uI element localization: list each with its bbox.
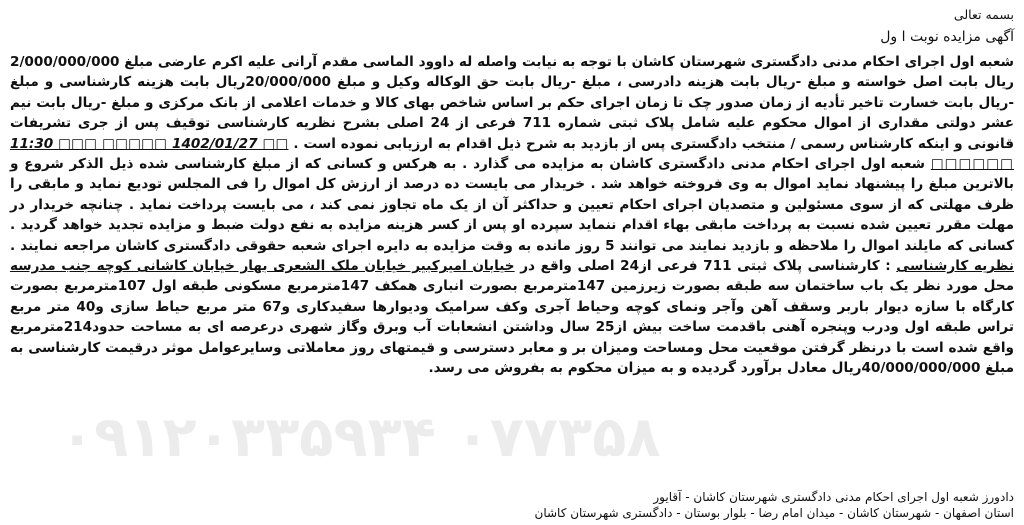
paragraph-terms: شعبه اول اجرای احکام مدنی دادگستری کاشان به مزایده می گذارد . به هرکس و کسانی که از مبلغ کارشناسی شده ذیل الذکر شروع و بالاترین مبلغ را پیشنهاد نماید اموال به وی فروخته خواهد شد . خریدار می بایست ده درصد از ارزش کل اموال را فی المجلس تودیع نماید و مابقی را ظرف مهلتی که از سوی مسئولین و متصدیان اجرای احکام تعیین و حداکثر آن از یک ماه تجاوز نمی کند ، می بایست پرداخت نماید . چنانچه خریدار در مهلت مقرر تعیین شده نسبت به پرداخت مابقی بهاء اقدام ننماید سپرده او پس از کسر هزینه مزایده به نفع دولت ضبط و مزایده تجدید خواهد گردید . کسانی که مایلند اموال را ملاحظه و بازدید نمایند می توانند 5 روز مانده به وقت مزایده به دایره اجرای شعبه حقوقی دادگستری کاشان مراجعه نمایند . xyxy=(10,156,1014,254)
property-address: خیابان امیرکبیر خیابان ملک الشعری بهار خیابان کاشانی کوچه جنب مدرسه xyxy=(10,258,515,275)
auction-datetime: 11:30 □□□ □□□□□ 1402/01/27 □□ □□□□□□ xyxy=(10,135,1014,173)
expert-opinion-label: نظریه کارشناسی xyxy=(896,258,1014,275)
paragraph-plate: : کارشناسی پلاک ثبتی 711 فرعی از24 اصلی واقع در xyxy=(520,258,891,275)
notice-title: آگهی مزایده نوبت ا ول xyxy=(880,29,1014,45)
footer-officer: دادورز شعبه اول اجرای احکام مدنی دادگستری شهرستان کاشان - آقایور xyxy=(653,490,1014,504)
footer-address: استان اصفهان - شهرستان کاشان - میدان امام رضا - بلوار بوستان - دادگستری شهرستان کاشان xyxy=(534,506,1014,520)
footer xyxy=(10,489,1014,521)
phone-watermark: ۰۹۱۲۰۳۳۵۹۳۴ ۰۷۷۳۵۸ xyxy=(60,405,661,465)
paragraph-intro: شعبه اول اجرای احکام مدنی دادگستری شهرستان کاشان با توجه به نیابت واصله له داوود الماسی مقدم آرانی علیه اکرم عارضی مبلغ 2/000/000/000 ریال بابت اصل خواسته و مبلغ -ریال بابت هزینه دادرسی ، مبلغ -ریال بابت حق الوکاله وکیل و مبلغ 20/000/000ریال بابت هزینه کارشناسی و مبلغ -ریال بابت خسارت تاخیر تأدیه از زمان صدور چک تا زمان اجرای حکم بر اساس شاخص بهای کالا و خدمات اعلامی از بانک مرکزی و مبلغ -ریال بابت نیم عشر دولتی مقداری از اموال محکوم علیه شامل پلاک ثبتی شماره 711 فرعی از 24 اصلی بشرح نظریه کارشناسی توقیف پس از جری تشریفات قانونی و اینکه کارشناس رسمی / منتخب دادگستری پس از بازدید به شرح ذیل اقدام به ارزیابی نموده است . xyxy=(10,54,1015,152)
invocation: بسمه تعالی xyxy=(953,7,1014,22)
paragraph-description: محل مورد نظر یک باب ساختمان سه طبقه بصورت زیرزمین 147مترمربع بصورت انباری همکف 147مترمربع مسکونی طبقه اول 107مترمربع بصورت کارگاه با سازه دیوار باربر وسقف آهن وآجر ونمای کوچه وحیاط آجری وکف سرامیک ودیوارها سفیدکاری و67 متر مربع حیاط سازی و40 متر مربع تراس طبقه اول ودرب وپنجره آهنی باقدمت ساخت بیش از25 سال وداشتن انشعابات آب وبرق وگاز شهری درعرصه ای به مساحت حدود214مترمربع واقع شده است با درنظر گرفتن موقعیت محل ومساحت ومیزان بر و معابر دسترسی و قیمتهای روز معاملاتی وسایرعوامل موثر درقیمت کارشناسی به مبلغ 40/000/000/000ریال معادل برآورد گردیده و به میزان محکوم به بفروش می رسد. xyxy=(10,278,1014,377)
notice-body xyxy=(10,52,1014,379)
